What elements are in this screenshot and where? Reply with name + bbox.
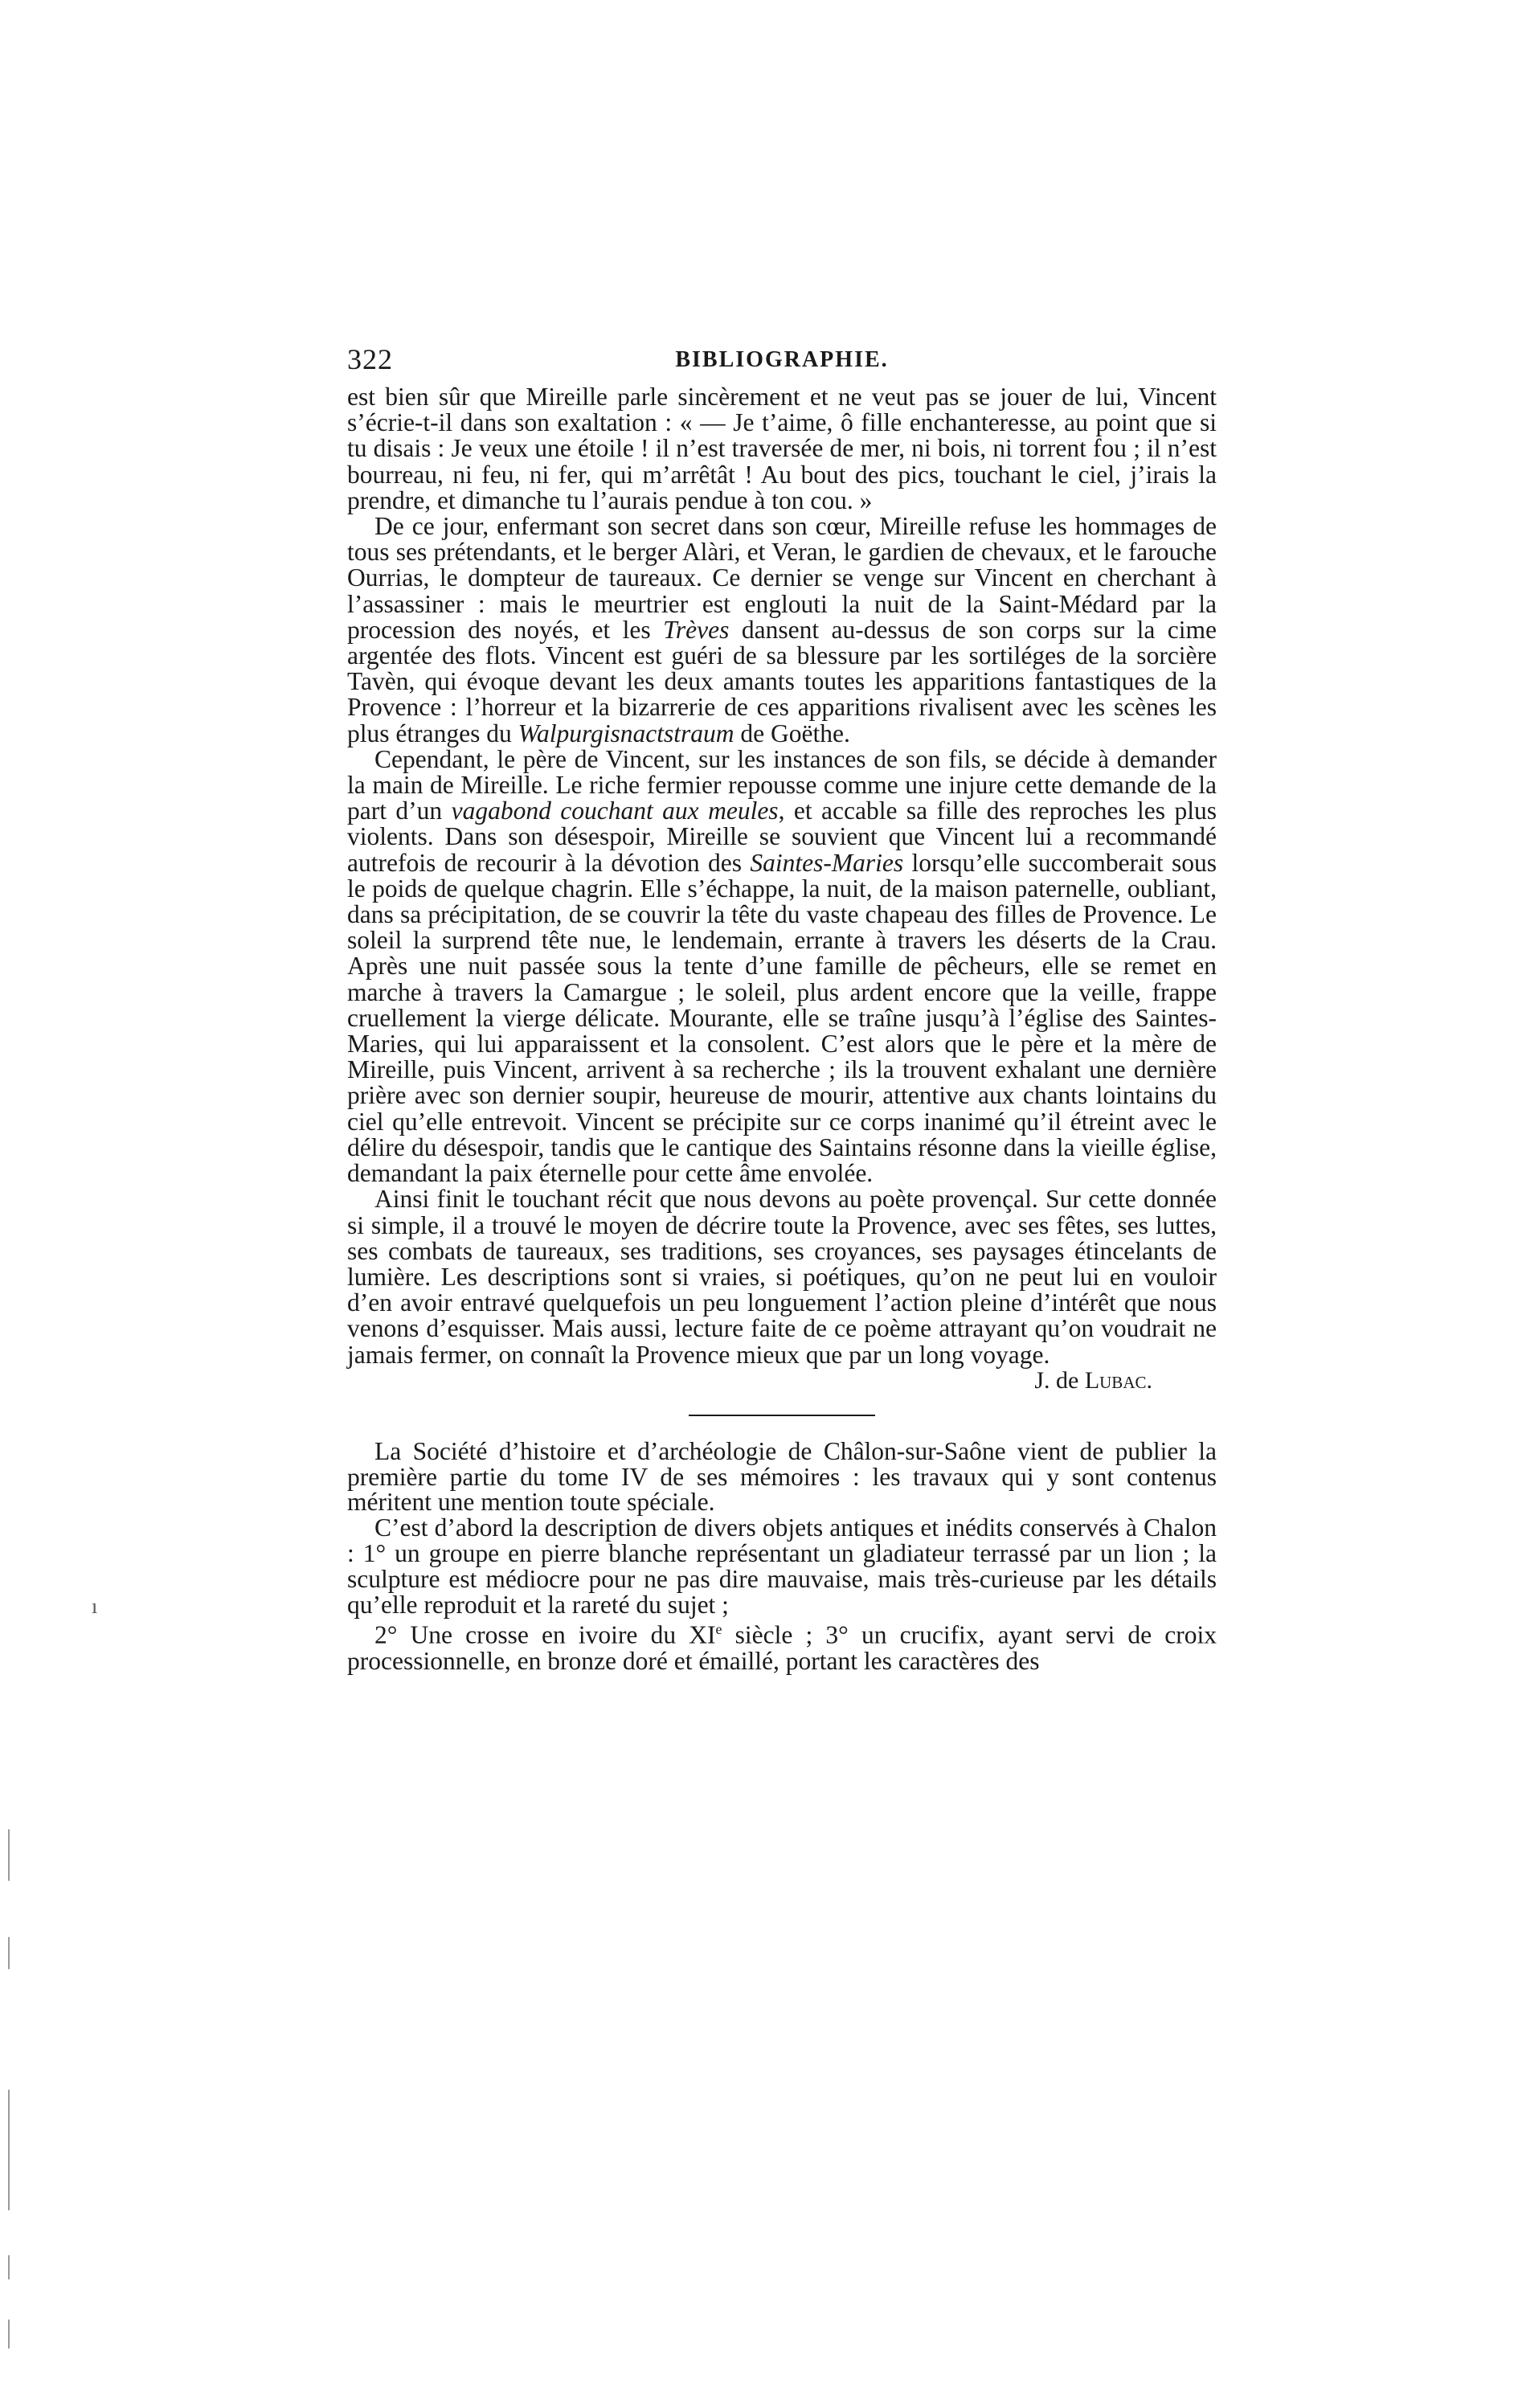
signature-name-cap: L [1084, 1366, 1100, 1394]
scan-edge-mark [8, 2255, 10, 2279]
superscript: e [715, 1621, 722, 1638]
paragraph-text: siècle ; 3° un crucifix, ayant servi de croix processionnelle, en bronze doré et émaillé, portant les caractères des [347, 1620, 1217, 1675]
scan-edge-mark [8, 1937, 10, 1969]
paragraph-text: de Goëthe. [734, 719, 850, 747]
paragraph-text: 2° Une crosse en ivoire du XI [374, 1620, 716, 1649]
text-block [347, 342, 1217, 1673]
margin-mark: ı [92, 1595, 98, 1618]
running-head [347, 342, 1217, 381]
paragraph-text: Cependant, le père de Vincent, sur les instances de son fils, se décide à demander la main de Mireille. Le riche fermier repousse comme une injure cette demande de la part d’un [347, 744, 1217, 825]
paragraph-crosse [347, 1617, 1217, 1673]
paragraph-text: dansent au-dessus de son corps sur la cime argentée des flots. Vincent est guéri de sa blessure par les sortiléges de la sorcière Tavèn, qui évoque devant les deux amants toutes les apparitions fantastiques de la Provence : l’horreur et la bizarrerie de ces apparitions rivalisent avec les scènes les plus étranges du [347, 615, 1217, 747]
paragraph-conclusion: Ainsi finit le touchant récit que nous devons au poète provençal. Sur cette donnée si simple, il a trouvé le moyen de décrire toute la Provence, avec ses fêtes, ses luttes, ses combats de taureaux, ses traditions, ses croyances, ses paysages étincelants de lumière. Les descriptions sont si vraies, si poétiques, qu’on ne peut lui en vouloir d’en avoir entravé quelquefois un peu longuement l’action pleine d’intérêt que nous venons d’esquisser. Mais aussi, lecture faite de ce poème attrayant qu’on voudrait ne jamais fermer, on connaît la Provence mieux que par un long voyage. [347, 1185, 1217, 1369]
paragraph-flight [347, 744, 1217, 1188]
page-number: 322 [347, 343, 393, 375]
paragraph-text: De ce jour, enfermant son secret dans son cœur, Mireille refuse les hommages de tous ses prétendants, et le berger Alàri, et Veran, le gardien de chevaux, et le farouche Ourrias, le dompteur de taureaux. Ce dernier se venge sur Vincent en cherchant à l’assassiner : mais le meurtrier est englouti la nuit de la Saint-Médard par la procession des noyés, et les [347, 512, 1217, 644]
italic-term: Walpurgisnactstraum [518, 719, 734, 747]
italic-term: Saintes-Maries [750, 848, 904, 877]
section-divider [689, 1415, 875, 1416]
paragraph-rivals [347, 514, 1217, 747]
paragraph-mireille-declaration: est bien sûr que Mireille parle sincèrement et ne veut pas se jouer de lui, Vincent s’écrie-t-il dans son exaltation : « — Je t’aime, ô fille enchanteresse, au point que si tu disais : Je veux une étoile ! il n’est traversée de mer, ni bois, ni torrent fou ; il n’est bourreau, ni feu, ni fer, qui m’arrêtât ! Au bout des pics, touchant le ciel, j’irais la prendre, et dimanche tu l’aurais pendue à ton cou. » [347, 383, 1217, 514]
paragraph-text: lorsqu’elle succomberait sous le poids de quelque chagrin. Elle s’échappe, la nuit, de la maison paternelle, oubliant, dans sa précipitation, de se couvrir la tête du vaste chapeau des filles de Provence. Le soleil la surprend tête nue, le lendemain, errante à travers les déserts de la Crau. Après une nuit passée sous la tente d’une famille de pêcheurs, elle se remet en marche à travers la Camargue ; le soleil, plus ardent encore que la veille, frappe cruellement la vierge délicate. Mourante, elle se traîne jusqu’à l’église des Saintes-Maries, qui lui apparaissent et la consolent. C’est alors que le père et la mère de Mireille, puis Vincent, arrivent à sa recherche ; ils la trouvent exhalant une dernière prière avec son dernier soupir, heureuse de mourir, attentive aux chants lointains du ciel qu’elle entrevoit. Vincent se précipite sur ce corps inanimé qu’il étreint avec le délire du désespoir, tandis que le cantique des Saintains résonne dans la vieille église, demandant la paix éternelle pour cette âme envolée. [347, 848, 1217, 1188]
italic-term: vagabond couchant aux meules [451, 797, 779, 825]
italic-term: Trèves [663, 615, 730, 644]
header-title: BIBLIOGRAPHIE. [675, 347, 889, 372]
paragraph-objects: C’est d’abord la description de divers objets antiques et inédits conservés à Chalon : 1° un groupe en pierre blanche représentant un gladiateur terrassé par un lion ; la sculpture est médiocre pour ne pas dire mauvaise, mais très-curieuse par les détails qu’elle reproduit et la rareté du sujet ; [347, 1513, 1217, 1619]
signature-end: . [1146, 1366, 1152, 1394]
signature-initial: J. de [1034, 1366, 1085, 1394]
paragraph-text: , et accable sa fille des reproches les plus violents. Dans son désespoir, Mireille se souvient que Vincent lui a recommandé autrefois de recourir à la dévotion des [347, 797, 1217, 877]
scan-edge-mark [8, 2090, 10, 2210]
author-signature [347, 1368, 1217, 1394]
signature-name-rest: ubac [1099, 1366, 1147, 1394]
paragraph-society-intro: La Société d’histoire et d’archéologie de Châlon-sur-Saône vient de publier la première partie du tome IV de ses mémoires : les travaux qui y sont contenus méritent une mention toute spéciale. [347, 1436, 1217, 1517]
scan-edge-mark [8, 2320, 10, 2349]
scan-edge-mark [8, 1829, 10, 1881]
